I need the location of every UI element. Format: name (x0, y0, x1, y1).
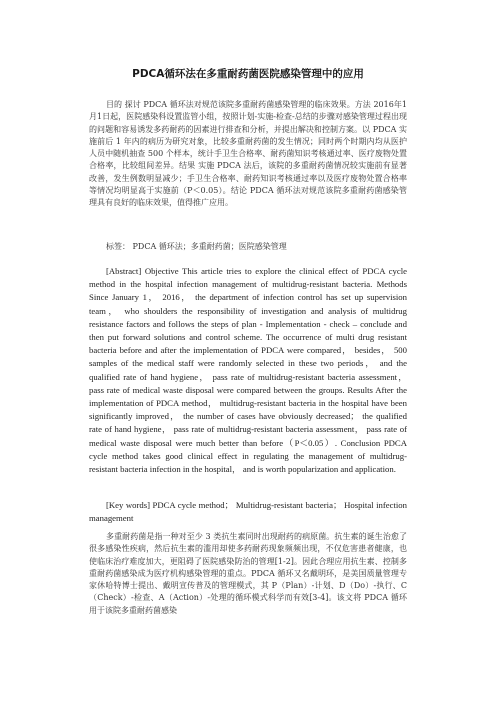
body-paragraph: 多重耐药菌是指一种对至少 3 类抗生素同时出现耐药的病原菌。抗生素的诞生治愈了很多感染性疾病，然后抗生素的滥用却使多药耐药现象频频出现，不仅危害患者健康，也使临床治疗难度加大，更阻碍了医院感染防治的管理[1-2]。因此合理应用抗生素、控制多重耐药菌感染成为医疗机构感染管理的重点。PDCA 循环又名戴明环，是美国质量管理专家休哈特博士提出、戴明宣传普及的管理模式，其 P（Plan）-计划、D（Do）-执行、C（Check）-检查、A（Action）-处理的循环模式科学而有效[3-4]。该文将 PDCA 循环用于该院多重耐药菌感染 (89, 532, 407, 615)
keywords-english: [Key words] PDCA cycle method； Multidrug-resistant bacteria； Hospital infection management (89, 500, 407, 524)
abstract-english: [Abstract] Objective This article tries to explore the clinical effect of PDCA cycle method in the hospital infection management of multidrug-resistant bacteria. Methods Since January 1， 2016， the department of infection control has set up supervision team， who shoulders the responsibility of investigation and analysis of multidrug resistance factors and follows the steps of plan - Implementation - check – conclude and then put forward solutions and control scheme. The occurrence of multi drug resistant bacteria before and after the implementation of PDCA were compared， besides， 500 samples of the medical staff were randomly selected in these two periods， and the qualified rate of hand hygiene， pass rate of multidrug-resistant bacteria assessment， pass rate of medical waste disposal were compared between the groups. Results After the implementation of PDCA method， multidrug-resistant bacteria in the hospital have been significantly improved， the number of cases have obviously decreased； the qualified rate of hand hygiene， pass rate of multidrug-resistant bacteria assessment， pass rate of medical waste disposal were much better than before（P＜0.05）. Conclusion PDCA cycle method takes good clinical effect in regulating the management of multidrug-resistant bacteria infection in the hospital， and is worth popularization and application. (89, 266, 407, 475)
keywords-chinese: 标签： PDCA 循环法；多重耐药菌；医院感染管理 (106, 242, 287, 251)
abstract-chinese: 目的 探讨 PDCA 循环法对规范该院多重耐药菌感染管理的临床效果。方法 2016年1月1日起，医院感染科设置监管小组，按照计划-实施-检查-总结的步骤对感染管理过程出现的问题和容易诱发多药耐药的因素进行排查和分析，并提出解决和控制方案。以 PDCA 实施前后 1 年内的病历为研究对象，比较多重耐药菌的发生情况；同时两个时期内均从医护人员中随机抽查 500 个样本，统计手卫生合格率、耐药菌知识考核通过率、医疗废物处置合格率，比较组间差异。结果 实施 PDCA 法后，该院的多重耐药菌情况较实施前有显著改善，发生例数明显减少；手卫生合格率、耐药知识考核通过率以及医疗废物处置合格率等情况均明显高于实施前（P＜0.05）。结论 PDCA 循环法对规范该院多重耐药菌感染管理具有良好的临床效果，值得推广应用。 (89, 100, 407, 208)
paper-title: PDCA循环法在多重耐药菌医院感染管理中的应用 (132, 68, 364, 80)
